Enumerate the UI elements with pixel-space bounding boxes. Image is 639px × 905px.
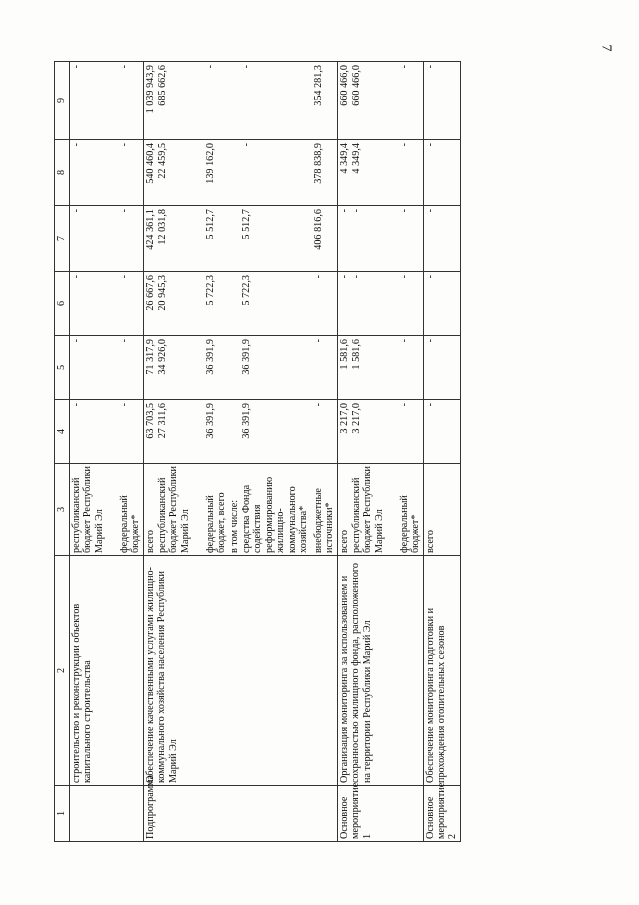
value-cell: - <box>398 209 410 213</box>
value-cell: 26 667,6 <box>144 275 156 311</box>
funding-source: республиканский бюджет Республики Марий Эл <box>71 466 105 553</box>
value-cell: 406 816,6 <box>312 209 324 250</box>
value-cell: - <box>398 143 410 147</box>
value-cell: - <box>423 62 460 140</box>
values-col-5 <box>337 336 423 400</box>
row-label <box>70 786 144 842</box>
value-cell: - <box>119 403 130 407</box>
row-description: Обеспечение мониторинга подготовки и прохождения отопительных сезонов <box>423 556 460 786</box>
values-col-9 <box>70 62 144 140</box>
value-cell: - <box>312 339 324 343</box>
value-cell: 4 349,4 <box>350 143 362 174</box>
rotated-table-container <box>54 62 586 842</box>
value-cell: 660 466,0 <box>350 65 362 106</box>
value-cell: - <box>398 65 410 69</box>
table-row <box>70 62 144 842</box>
row-description: строительство и реконструкции объектов капитального строительства <box>70 556 144 786</box>
values-col-7 <box>70 206 144 272</box>
value-cell: - <box>119 339 130 343</box>
budget-table <box>54 61 461 842</box>
values-col-4 <box>337 400 423 464</box>
row-description: Обеспечение качественными услугами жилищно-коммунального хозяйства населения Республики Марий Эл <box>143 556 337 786</box>
value-cell: - <box>338 209 350 213</box>
value-cell: 22 459,5 <box>156 143 168 179</box>
value-cell: - <box>423 336 460 400</box>
funding-source: республиканский бюджет Республики Марий Эл <box>350 466 385 553</box>
value-cell: - <box>350 275 362 279</box>
value-cell: 5 512,7 <box>240 209 252 240</box>
value-cell: - <box>240 65 252 69</box>
value-cell: 5 512,7 <box>204 209 216 240</box>
row-label: Подпрограмма <box>143 786 337 842</box>
value-cell: - <box>423 400 460 464</box>
value-cell: 36 391,9 <box>204 403 216 439</box>
value-cell: 5 722,3 <box>240 275 252 306</box>
col-header-7: 7 <box>55 206 70 272</box>
value-cell: - <box>71 209 82 213</box>
value-cell: 36 391,9 <box>240 403 252 439</box>
row-label: Основное мероприятие 1 <box>337 786 423 842</box>
value-cell: - <box>71 65 82 69</box>
col-header-5: 5 <box>55 336 70 400</box>
value-cell: 27 311,6 <box>156 403 168 439</box>
value-cell: - <box>204 65 216 69</box>
row-label: Основное мероприятие 2 <box>423 786 460 842</box>
value-cell: 378 838,9 <box>312 143 324 184</box>
value-cell: - <box>119 143 130 147</box>
col-header-2: 2 <box>55 556 70 786</box>
funding-source: всего <box>144 530 156 553</box>
funding-source: федеральный бюджет* <box>398 495 422 553</box>
col-header-1: 1 <box>55 786 70 842</box>
values-col-7 <box>143 206 337 272</box>
col-header-6: 6 <box>55 272 70 336</box>
value-cell: - <box>119 275 130 279</box>
value-cell: 540 460,4 <box>144 143 156 184</box>
values-col-6 <box>70 272 144 336</box>
funding-source: всего <box>338 530 350 553</box>
value-cell: 1 581,6 <box>350 339 362 370</box>
value-cell: - <box>119 209 130 213</box>
value-cell: 71 317,9 <box>144 339 156 375</box>
value-cell: 34 926,0 <box>156 339 168 375</box>
value-cell: - <box>312 403 324 407</box>
value-cell: 36 391,9 <box>240 339 252 375</box>
value-cell: - <box>71 275 82 279</box>
value-cell: 63 703,5 <box>144 403 156 439</box>
funding-sources <box>143 464 337 556</box>
values-col-8 <box>70 140 144 206</box>
col-header-8: 8 <box>55 140 70 206</box>
value-cell: - <box>350 209 362 213</box>
value-cell: - <box>71 339 82 343</box>
table-row <box>143 62 337 842</box>
value-cell: - <box>423 206 460 272</box>
value-cell: - <box>398 275 410 279</box>
values-col-5 <box>143 336 337 400</box>
funding-source: всего <box>423 464 460 556</box>
col-header-4: 4 <box>55 400 70 464</box>
value-cell: - <box>423 272 460 336</box>
value-cell: 3 217,0 <box>350 403 362 434</box>
value-cell: - <box>398 403 410 407</box>
value-cell: 36 391,9 <box>204 339 216 375</box>
values-col-9 <box>337 62 423 140</box>
value-cell: - <box>338 275 350 279</box>
page-number: 7 <box>598 44 614 52</box>
funding-source: федеральный бюджет, всего <box>204 492 228 553</box>
funding-source: республиканский бюджет Республики Марий Эл <box>156 466 191 553</box>
funding-sources <box>70 464 144 556</box>
value-cell: 5 722,3 <box>204 275 216 306</box>
values-col-6 <box>337 272 423 336</box>
value-cell: - <box>71 143 82 147</box>
value-cell: - <box>312 275 324 279</box>
funding-source: внебюджетные источники* <box>312 488 336 553</box>
value-cell: - <box>398 339 410 343</box>
values-col-7 <box>337 206 423 272</box>
value-cell: 20 945,3 <box>156 275 168 311</box>
value-cell: 139 162,0 <box>204 143 216 184</box>
col-header-9: 9 <box>55 62 70 140</box>
value-cell: - <box>119 65 130 69</box>
funding-source: средства Фонда содействия реформированию жилищно-коммунального хозяйства* <box>240 476 309 553</box>
value-cell: 4 349,4 <box>338 143 350 174</box>
value-cell: 424 361,1 <box>144 209 156 250</box>
header-row <box>55 62 70 842</box>
value-cell: 1 039 943,9 <box>144 65 156 114</box>
value-cell: - <box>240 143 252 147</box>
col-header-3: 3 <box>55 464 70 556</box>
funding-sources <box>337 464 423 556</box>
value-cell: - <box>71 403 82 407</box>
values-col-8 <box>337 140 423 206</box>
value-cell: 354 281,3 <box>312 65 324 106</box>
value-cell: - <box>423 140 460 206</box>
values-col-4 <box>143 400 337 464</box>
value-cell: 685 662,6 <box>156 65 168 106</box>
funding-source: федеральный бюджет* <box>119 495 142 553</box>
value-cell: 3 217,0 <box>338 403 350 434</box>
value-cell: 1 581,6 <box>338 339 350 370</box>
table-row <box>423 62 460 842</box>
value-cell: 12 031,8 <box>156 209 168 245</box>
values-col-8 <box>143 140 337 206</box>
table-row <box>337 62 423 842</box>
values-col-6 <box>143 272 337 336</box>
funding-source: в том числе: <box>228 499 240 553</box>
values-col-4 <box>70 400 144 464</box>
values-col-9 <box>143 62 337 140</box>
row-description: Организация мониторинга за использованием и сохранностью жилищного фонда, расположенного на территории Республики Марий Эл <box>337 556 423 786</box>
value-cell: 660 466,0 <box>338 65 350 106</box>
values-col-5 <box>70 336 144 400</box>
